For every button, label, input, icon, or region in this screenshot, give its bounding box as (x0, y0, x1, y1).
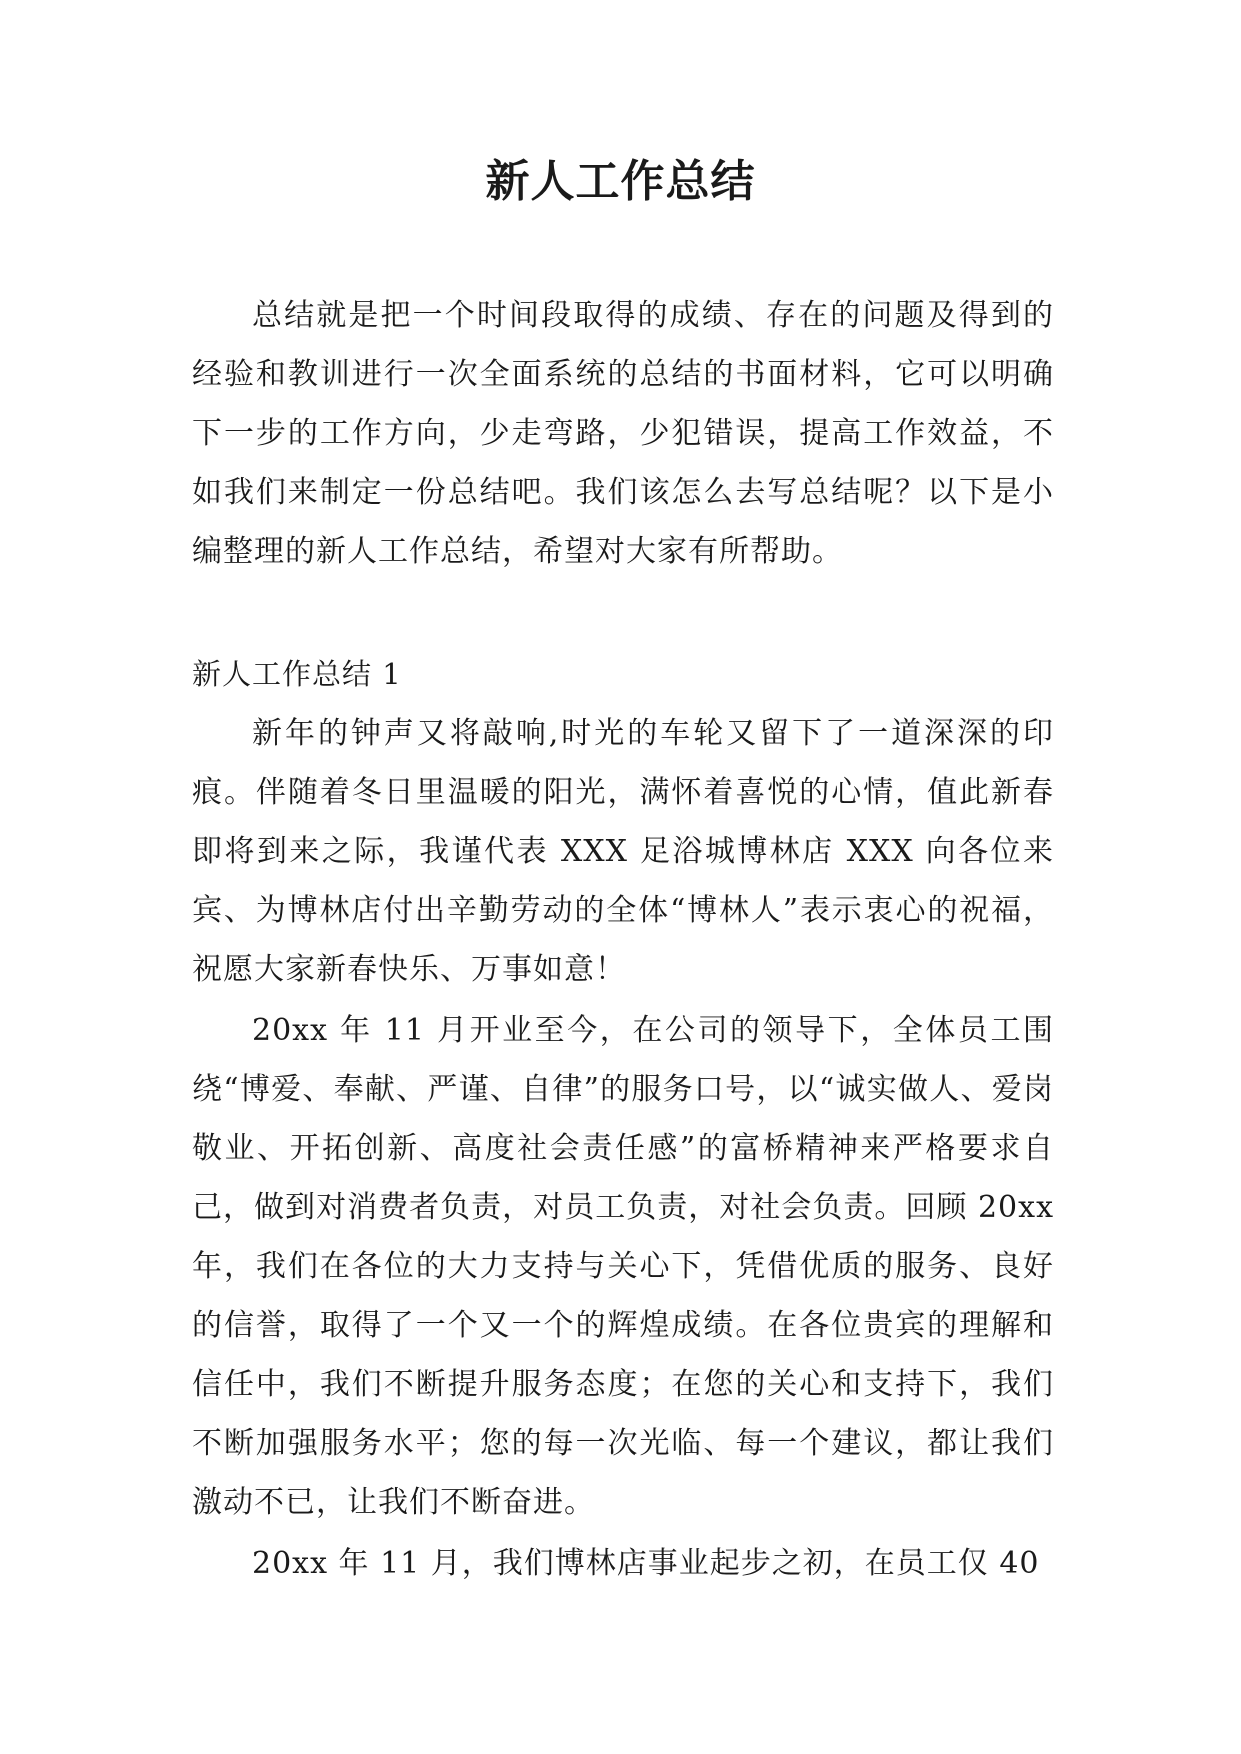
document-body (192, 286, 1054, 1593)
section-spacer (192, 581, 1054, 645)
section-heading: 新人工作总结 1 (192, 657, 402, 691)
intro-paragraph: 总结就是把一个时间段取得的成绩、存在的问题及得到的经验和教训进行一次全面系统的总结的书面材料，它可以明确下一步的工作方向，少走弯路，少犯错误，提高工作效益，不如我们来制定一份总结吧。我们该怎么去写总结呢？以下是小编整理的新人工作总结，希望对大家有所帮助。 (192, 298, 1054, 569)
body-paragraph-2: 20xx 年 11 月开业至今，在公司的领导下，全体员工围绕“博爱、奉献、严谨、自律”的服务口号，以“诚实做人、爱岗敬业、开拓创新、高度社会责任感”的富桥精神来严格要求自己，做到对消费者负责，对员工负责，对社会负责。回顾 20xx 年，我们在各位的大力支持与关心下，凭借优质的服务、良好的信誉，取得了一个又一个的辉煌成绩。在各位贵宾的理解和信任中，我们不断提升服务态度；在您的关心和支持下，我们不断加强服务水平；您的每一次光临、每一个建议，都让我们激动不已，让我们不断奋进。 (192, 1013, 1054, 1520)
document-title: 新人工作总结 (485, 156, 756, 207)
body-paragraph-3: 20xx 年 11 月，我们博林店事业起步之初，在员工仅 40 (252, 1546, 1040, 1581)
body-paragraph-1: 新年的钟声又将敲响,时光的车轮又留下了一道深深的印痕。伴随着冬日里温暖的阳光，满怀着喜悦的心情，值此新春即将到来之际，我谨代表 XXX 足浴城博林店 XXX 向各位来宾、为博林店付出辛勤劳动的全体“博林人”表示衷心的祝福，祝愿大家新春快乐、万事如意！ (192, 716, 1054, 987)
